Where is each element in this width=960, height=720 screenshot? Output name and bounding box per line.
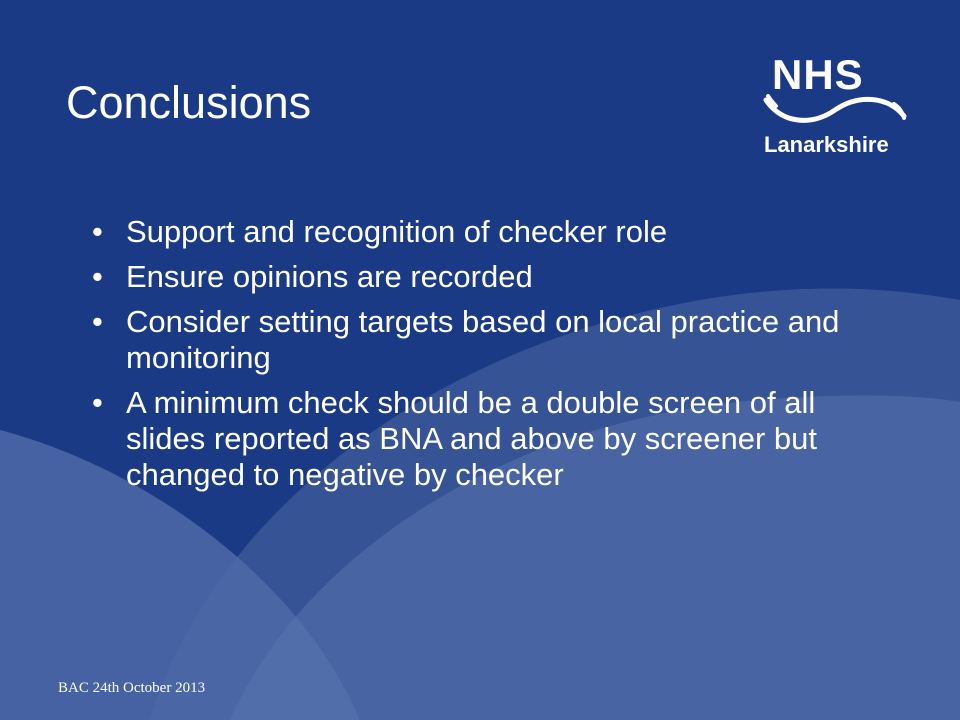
bullet-marker: •	[92, 214, 103, 249]
list-item	[92, 304, 852, 376]
nhs-logo	[760, 51, 910, 164]
bullet-text: Ensure opinions are recorded	[126, 259, 533, 294]
list-item	[92, 214, 852, 250]
bullet-text: Support and recognition of checker role	[126, 214, 668, 249]
slide-title: Conclusions	[66, 77, 312, 128]
bullet-marker: •	[92, 304, 103, 339]
bullet-marker: •	[92, 259, 103, 294]
logo-brand: NHS	[772, 51, 864, 98]
bullet-text: A minimum check should be a double screen of all slides reported as BNA and above by screener but changed to negative by checker	[126, 385, 818, 492]
list-item	[92, 259, 852, 295]
list-item	[92, 385, 852, 493]
logo-region: Lanarkshire	[764, 132, 889, 157]
bullet-marker: •	[92, 385, 103, 420]
bullet-list	[92, 214, 852, 502]
bullet-text: Consider setting targets based on local practice and monitoring	[126, 304, 840, 375]
nhs-wave-logo-icon	[762, 94, 908, 128]
slide-footer: BAC 24th October 2013	[58, 680, 206, 696]
